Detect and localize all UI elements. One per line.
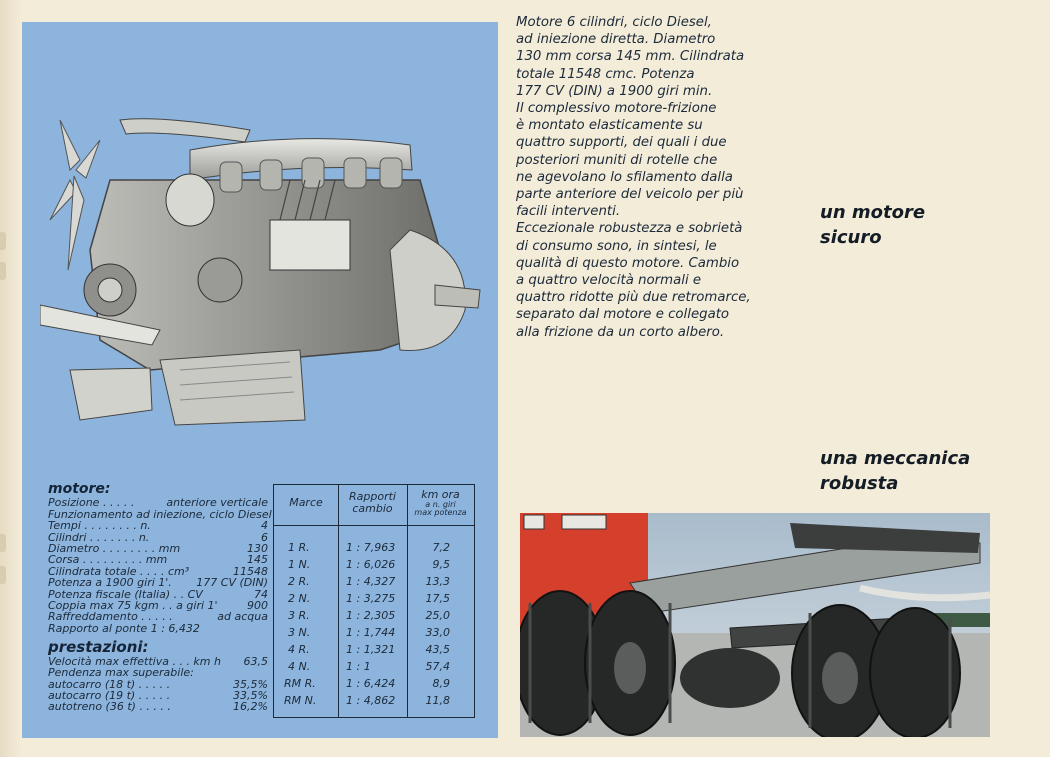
text-line: 130 mm corsa 145 mm. Cilindrata <box>516 49 745 65</box>
perf-row: autocarro (19 t) . . . . . 33,5% <box>48 688 268 702</box>
table-row: 2 R. 1 : 4,327 13,3 <box>288 575 450 588</box>
header-ratio: Rapporti cambio <box>349 490 396 515</box>
spec-row: Cilindri . . . . . . . n. 6 <box>48 530 268 544</box>
text-line: Il complessivo motore-frizione <box>516 101 717 117</box>
text-line: totale 11548 cmc. Potenza <box>516 66 695 82</box>
text-line: quattro supporti, dei quali i due <box>516 135 727 151</box>
binding-hole <box>0 262 6 280</box>
spec-row: Coppia max 75 kgm . . a giri 1' 900 <box>48 599 268 613</box>
page-binding-edge <box>0 0 22 757</box>
spec-row: Potenza fiscale (Italia) . . CV 74 <box>48 587 268 601</box>
table-row: RM R. 1 : 6,424 8,9 <box>284 677 450 690</box>
text-line: separato dal motore e collegato <box>516 307 730 323</box>
spec-row: Tempi . . . . . . . . n. 4 <box>48 519 268 533</box>
table-row: 3 N. 1 : 1,744 33,0 <box>288 626 450 639</box>
perf-row: autotreno (36 t) . . . . . 16,2% <box>48 700 268 714</box>
spec-list <box>48 481 272 714</box>
spec-row: Cilindrata totale . . . . cm³ 11548 <box>48 564 268 578</box>
spec-row: Rapporto al ponte 1 : 6,432 <box>48 621 200 635</box>
binding-hole <box>0 566 6 584</box>
binding-hole <box>0 232 6 250</box>
spec-row: Funzionamento ad iniezione, ciclo Diesel <box>48 507 272 521</box>
perf-row: Pendenza max superabile: <box>48 666 194 680</box>
table-row: 1 R. 1 : 7,963 7,2 <box>288 541 450 554</box>
motor-title: motore: <box>48 481 111 497</box>
table-row: 4 R. 1 : 1,321 43,5 <box>288 643 450 656</box>
spec-row: Posizione . . . . . anteriore verticale <box>48 496 268 510</box>
text-line: posteriori muniti di rotelle che <box>516 152 718 168</box>
perf-row: Velocità max effettiva . . . km h 63,5 <box>48 654 268 668</box>
text-line: qualità di questo motore. Cambio <box>516 255 740 271</box>
text-line: a quattro velocità normali e <box>516 273 702 289</box>
table-row: 4 N. 1 : 1 57,4 <box>288 660 450 673</box>
chassis-photo <box>520 513 990 737</box>
table-row: 2 N. 1 : 3,275 17,5 <box>288 592 450 605</box>
text-line: ne agevolano lo sfilamento dalla <box>516 169 733 185</box>
spec-row: Corsa . . . . . . . . . mm 145 <box>48 553 268 567</box>
header-speed: km ora a n. giri max potenza <box>414 488 467 517</box>
table-row: 1 N. 1 : 6,026 9,5 <box>288 558 450 571</box>
text-line: parte anteriore del veicolo per più <box>516 187 744 203</box>
text-line: di consumo sono, in sintesi, le <box>516 238 717 254</box>
performance-title: prestazioni: <box>48 638 149 657</box>
spec-row: Raffreddamento . . . . . ad acqua <box>48 610 268 624</box>
gear-ratio-table <box>273 484 475 718</box>
heading-mechanics: una meccanica robusta <box>820 448 971 494</box>
perf-row: autocarro (18 t) . . . . . 35,5% <box>48 677 268 691</box>
table-row: 3 R. 1 : 2,305 25,0 <box>288 609 450 622</box>
text-line: 177 CV (DIN) a 1900 giri min. <box>516 83 713 99</box>
heading-engine: un motore sicuro <box>820 202 926 248</box>
text-line: alla frizione da un corto albero. <box>516 324 725 340</box>
engine-photo <box>40 100 485 440</box>
table-row: RM N. 1 : 4,862 11,8 <box>284 694 450 707</box>
text-line: quattro ridotte più due retromarce, <box>516 290 751 306</box>
text-line: Motore 6 cilindri, ciclo Diesel, <box>516 15 712 30</box>
header-gear: Marce <box>289 496 323 509</box>
text-line: Eccezionale robustezza e sobrietà <box>516 221 743 237</box>
spec-row: Potenza a 1900 giri 1'. 177 CV (DIN) <box>48 576 268 590</box>
table-header-rule <box>274 525 474 526</box>
spec-row: Diametro . . . . . . . . mm 130 <box>48 542 268 556</box>
text-line: facili interventi. <box>516 204 621 220</box>
text-line: ad iniezione diretta. Diametro <box>516 32 716 48</box>
text-line: è montato elasticamente su <box>516 118 703 134</box>
binding-hole <box>0 534 6 552</box>
engine-description <box>516 14 776 341</box>
